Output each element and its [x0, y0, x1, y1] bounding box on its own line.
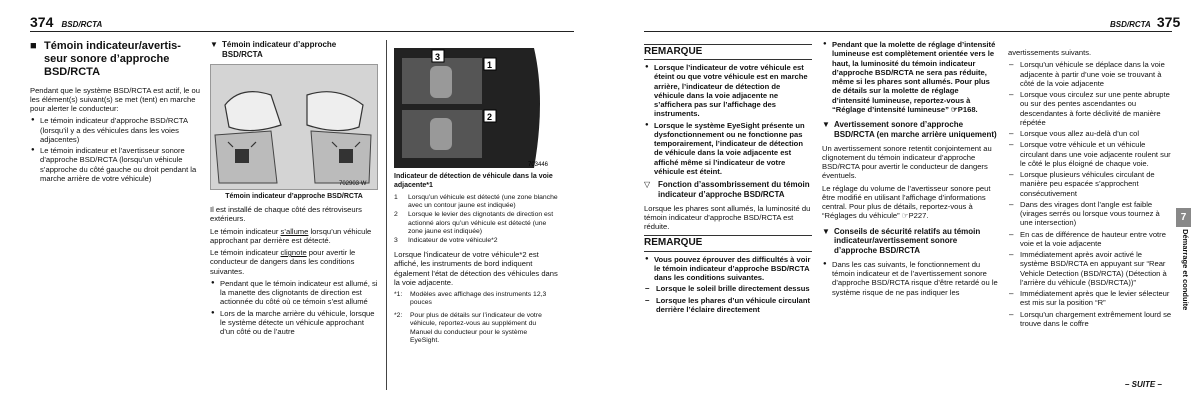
list-item: ● Pendant que le témoin indicateur est allumé, si la manette des clignotants de direction est actionnée du côté où ce témoin s’est allumé	[210, 279, 378, 307]
dash-item: – Lorsqu’un véhicule se déplace dans la voie adjacente à partir d’une voie se trouvant à côté de la voie adjacente	[1008, 60, 1172, 88]
bullet-list	[644, 255, 812, 315]
open-triangle-icon: ▽	[644, 180, 651, 190]
body-text: Le témoin indicateur clignote pour avertir le conducteur de dangers dans les conditions suivantes.	[210, 248, 356, 276]
triangle-bullet-icon: ▼	[210, 40, 218, 49]
right-col2	[822, 40, 998, 300]
list-item: ● Vous pouvez éprouver des difficultés à voir le témoin indicateur d’approche BSD/RCTA dans les conditions suivantes.	[644, 255, 812, 283]
triangle-bullet-icon: ▼	[822, 120, 830, 129]
figure-code: 702903 W	[339, 180, 367, 187]
note-row: 1 Lorsqu’un véhicule est détecté (une zone blanche avec un contour jaune est indiquée)	[394, 194, 558, 210]
dash-item: – Lorsque le soleil brille directement dessus	[644, 284, 812, 293]
column-divider	[386, 40, 387, 390]
figure-caption: Indicateur de détection de véhicule dans la voie adjacente*1	[394, 173, 553, 189]
remark-label: REMARQUE	[644, 44, 812, 60]
sub-heading-text: Témoin indicateur d’approche BSD/RCTA	[222, 40, 337, 59]
continued-marker: – SUITE –	[1125, 380, 1162, 389]
figure-caption: Témoin indicateur d’approche BSD/RCTA	[225, 192, 363, 200]
note-row: 2 Lorsque le levier des clignotants de direction est actionné alors qu’un véhicule est détecté (une zone jaune est indiquée)	[394, 211, 554, 235]
footnote: *1: Modèles avec affichage des instruments 12,3 pouces	[394, 291, 547, 307]
right-header	[1110, 14, 1180, 31]
list-item: ● Lorsque le système EyeSight présente un dysfonctionnement ou ne fonctionne pas temporairement, l’indicateur de détection de véhicule dans la voie adjacente est affiché même si l’indicateur de votre véhicule est éteint.	[644, 121, 812, 177]
page-number: 375	[1156, 14, 1181, 30]
header-rule	[30, 31, 574, 32]
sub-heading-text: Fonction d’assombrissement du témoin indicateur d’approche BSD/RCTA	[658, 180, 810, 199]
right-col3	[1008, 48, 1172, 331]
callout-1: 1	[487, 60, 493, 70]
sub-heading-text: Avertissement sonore d’approche BSD/RCTA (en marche arrière uniquement)	[834, 120, 997, 139]
heading-text: Témoin indicateur/avertis-seur sonore d’approche BSD/RCTA	[44, 40, 181, 79]
body-text: Il est installé de chaque côté des rétroviseurs extérieurs.	[210, 205, 362, 224]
dash-item: – Lorsque vous circulez sur une pente abrupte ou sur des pentes ascendantes ou descendantes à forte déclivité de manière répétée	[1008, 90, 1172, 127]
header-rule	[644, 31, 1172, 32]
square-bullet-icon: ■	[30, 40, 37, 52]
dash-item: – En cas de différence de hauteur entre votre voie et la voie adjacente	[1008, 230, 1172, 249]
list-item: ● Lorsque l’indicateur de votre véhicule est éteint ou que votre véhicule est en marche arrière, l’indicateur de détection de véhicule dans la voie adjacente ne s’affichera pas sur l’affichage des instruments.	[644, 63, 812, 119]
callout-3: 3	[435, 52, 441, 62]
intro-text: Pendant que le système BSD/RCTA est actif, le ou les élément(s) suivant(s) se met (tent) en marche pour alerter le conducteur:	[30, 85, 200, 114]
sub-heading	[644, 180, 812, 200]
sub-heading-text: Conseils de sécurité relatifs au témoin indicateur/avertissement sonore d’approche BSD/RCTA	[834, 226, 981, 255]
dash-list	[1008, 60, 1172, 328]
page-number: 374	[30, 14, 54, 30]
dash-item: – Dans des virages dont l’angle est faible (virages serrés ou lorsque vous tournez à une intersection)	[1008, 200, 1172, 228]
sub-heading	[822, 120, 998, 140]
callout-2: 2	[487, 112, 493, 122]
dash-item: – Immédiatement après avoir activé le système BSD/RCTA en appuyant sur “Rear Vehicle Detection (BSD/RCTA) (Détection à l’arrière du véhicule (BSD/RCTA))”	[1008, 250, 1172, 287]
right-col1	[644, 40, 812, 317]
chapter-title: Démarrage et conduite	[1181, 229, 1191, 311]
dash-item: – Lorsque votre véhicule et un véhicule circulant dans une voie adjacente roulent sur le côté le plus éloigné de chaque voie.	[1008, 140, 1172, 168]
underlined-term: s’allume	[280, 226, 309, 236]
bullet-list	[644, 63, 812, 176]
bullet-list	[822, 40, 998, 114]
dash-item: – Immédiatement après que le levier sélecteur est mis sur la position “R”	[1008, 289, 1172, 308]
list-item: ● Dans les cas suivants, le fonctionnement du témoin indicateur et de l’avertissement sonore d’approche BSD/RCTA risque d’être retardé ou le système risque de ne pas indiquer les	[822, 260, 998, 297]
body-text: Le témoin indicateur s’allume lorsqu’un véhicule approchant par derrière est détecté.	[210, 226, 372, 245]
left-header	[30, 14, 102, 31]
bullet-list	[822, 260, 998, 297]
body-text: Lorsque l’indicateur de votre véhicule*2 est affiché, les instruments de bord indiquent également l’état de détection des véhicules dans la voie adjacente.	[394, 250, 558, 287]
list-item: ● Le témoin indicateur et l’avertisseur sonore d’approche BSD/RCTA (lorsqu’un véhicule s’approche du côté gauche ou droit pendant la marche arrière de votre véhicule)	[30, 146, 200, 183]
section-heading	[30, 40, 200, 80]
dash-item: – Lorsque vous allez au-delà d’un col	[1008, 129, 1172, 138]
detection-figure	[394, 40, 556, 170]
dash-item: – Lorsque plusieurs véhicules circulant de manière peu espacée s’approchent consécutivement	[1008, 170, 1172, 198]
chapter-tab-label	[1170, 230, 1198, 325]
mirror-figure	[210, 64, 378, 190]
body-text: Un avertissement sonore retentit conjointement au clignotement du témoin indicateur d’approche BSD/RCTA pour avertir le conducteur de dangers éventuels.	[822, 143, 992, 181]
sub-heading	[210, 40, 378, 60]
left-col2	[210, 40, 378, 339]
sub-heading	[822, 227, 998, 256]
underlined-term: clignote	[280, 248, 307, 258]
detection-illustration	[394, 40, 556, 170]
bullet-list	[30, 116, 200, 183]
bullet-list	[210, 279, 378, 337]
note-row: 3 Indicateur de votre véhicule*2	[394, 236, 498, 244]
figure-notes	[394, 194, 558, 245]
body-text: Lorsque les phares sont allumés, la luminosité du témoin indicateur d’approche BSD/RCTA est réduite.	[644, 203, 811, 232]
list-item: ● Lors de la marche arrière du véhicule, lorsque le système détecte un véhicule approchant d’un côté ou de l’autre	[210, 309, 378, 337]
body-text: avertissements suivants.	[1008, 48, 1092, 57]
section-title: BSD/RCTA	[61, 20, 103, 29]
dash-item: – Lorsque les phares d’un véhicule circulant derrière l’éclaire directement	[644, 296, 812, 315]
chapter-tab: 7	[1176, 208, 1191, 227]
mirror-illustration	[211, 65, 377, 189]
right-page	[600, 0, 1200, 402]
left-col1	[30, 40, 200, 186]
footnote: *2: Pour plus de détails sur l’indicateur de votre véhicule, reportez-vous au supplément du Manuel du conducteur pour le système EyeSight.	[394, 311, 542, 345]
body-text: Le réglage du volume de l’avertisseur sonore peut être modifié en utilisant l’affichage d’informations central. Pour plus de détails, reportez-vous à “Réglages du véhicule” ☞P227.	[822, 183, 991, 221]
remark-label: REMARQUE	[644, 235, 812, 251]
dash-item: – Lorsqu’un chargement extrêmement lourd se trouve dans le coffre	[1008, 310, 1172, 329]
figure-code: 703446	[528, 162, 549, 168]
list-item: ● Le témoin indicateur d’approche BSD/RCTA (lorsqu’il y a des véhicules dans les voies adjacentes)	[30, 116, 200, 144]
triangle-bullet-icon: ▼	[822, 226, 830, 236]
left-col3	[394, 40, 558, 346]
section-title: BSD/RCTA	[1110, 20, 1151, 29]
list-item: ● Pendant que la molette de réglage d’intensité lumineuse est complètement orientée vers le haut, la luminosité du témoin indicateur d’approche BSD/RCTA ne sera pas réduite, même si les phares sont allumés. Pour plus de détails sur la molette de réglage d’intensité lumineuse, reportez-vous à “Réglage d’intensité lumineuse” ☞P168.	[822, 40, 998, 114]
